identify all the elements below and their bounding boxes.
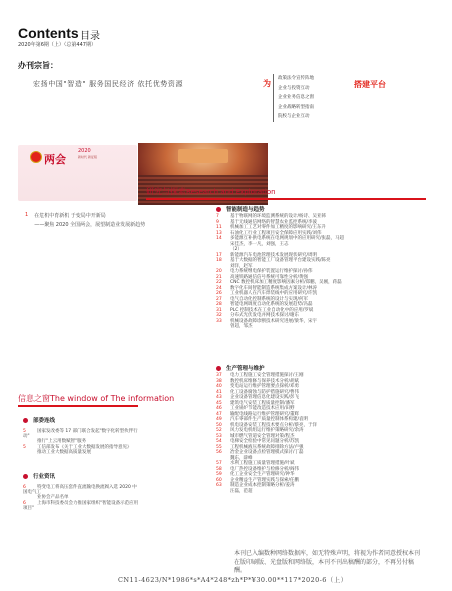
section-header — [23, 416, 141, 424]
page-number: 59 — [216, 472, 222, 477]
toc-entry[interactable] — [216, 258, 430, 269]
entry-title: 基于物联网的环境监测系统的设计/杨诗、吴亚韩 — [230, 214, 327, 219]
motto-list-item: 企业战略转型指南 — [278, 104, 314, 110]
national-emblem-icon — [30, 151, 42, 163]
entry-title: 分布式光伏发电并网技术探讨/谢东 — [230, 313, 300, 318]
page-number: 17 — [216, 252, 222, 258]
page-number: 40 — [216, 384, 222, 389]
toc-entry[interactable]: 5 国家发改委等 17 部门联合发起"数字化转型伙伴行动" 推行"上云用数赋智"服务 — [23, 429, 138, 445]
motto-list-item: 企业业务信息之窗 — [278, 95, 314, 100]
entry-title: 石油化工行业工程项目安全保障应用实践/刘伟 — [230, 230, 322, 236]
entry-title: 机电设备安装工程技术要点分析/蔡亮，于洋 — [230, 422, 318, 428]
motto-label: 办刊宗旨： — [18, 61, 58, 70]
section-header — [216, 205, 430, 213]
page-number: 37 — [216, 373, 222, 378]
entry-title: 工程机械液压系统故障排除方法/卢强 — [230, 444, 304, 450]
entry-title: 化工企业安全生产管理研究/钟华 — [230, 472, 295, 477]
entry-title: 企业精益生产管理实践与探索/任鹏 — [230, 477, 300, 483]
page-number: 41 — [216, 389, 222, 395]
entry-title: 城市燃气管道安全管理对策/程杰 — [230, 433, 295, 439]
entry-title: 基于无线通信网络的智慧农业监控系统/李波 — [230, 219, 318, 225]
page-number: 55 — [216, 444, 222, 450]
section-header — [216, 364, 430, 372]
entry-title: 数控机床维修与保养技术分析/胡斌 — [230, 378, 300, 384]
entry-title: 多能源互补供电系统在电网规划中的应用研究/张磊，马超 — [230, 236, 345, 241]
page-number: 20 — [216, 269, 222, 274]
hall-stage — [178, 149, 228, 163]
entry-title: 建筑电气安装工程质量控制/潘军 — [230, 400, 295, 406]
hero-caption-line1: 在危机中育新机 于变局中开新局 — [34, 213, 106, 219]
entry-title: 基于大数据的智能工厂设备管理平台建设实践/陈亮 — [230, 258, 331, 263]
entry-title: PLC 控制技术在工业自动化中的应用/罗斌 — [230, 307, 314, 313]
page-number: 49 — [216, 417, 222, 422]
page-number: 46 — [216, 406, 222, 411]
left-sections — [23, 416, 141, 520]
page-number: 22 — [216, 280, 222, 285]
hero-caption[interactable] — [25, 212, 145, 228]
entry-title: CNC 数控机床加工精度影响因素分析/郑鹏，吴刚，蒋磊 — [230, 280, 342, 285]
page-number: 52 — [216, 428, 222, 433]
two-sessions-banner — [18, 145, 137, 201]
page-number: 60 — [216, 477, 222, 483]
window-header — [18, 393, 174, 404]
entry-title: 电力系统继电保护装置运行维护探讨/孙伟 — [230, 269, 313, 274]
page-number: 31 — [216, 307, 222, 313]
entry-title: 智能电网调度自动化系统的发展趋势/冯磊 — [230, 302, 313, 307]
motto-main: 宏扬中国"智造" 服务国民经济 依托优势资源 — [33, 80, 184, 88]
page-number: 7 — [216, 214, 219, 219]
research-title-cn: 研究与探索 — [146, 187, 186, 196]
page-number: 27 — [216, 296, 222, 302]
section-title: 部委连线 — [33, 418, 56, 424]
contents-title-cn: 目录 — [80, 31, 100, 42]
banner-logo: 两会 — [44, 153, 66, 166]
entry-title: 风力发电机组运行维护策略研究/余涛 — [230, 428, 304, 433]
page-number: 38 — [216, 378, 222, 384]
page-number: 24 — [216, 285, 222, 291]
toc-entry[interactable]: 6 上海市科技委员会力推国家组织"智能设备示范应用项目" — [23, 501, 139, 512]
toc-entry[interactable] — [216, 319, 430, 330]
entry-title: 机械设备故障诊断技术研究进展/梁华，宋宇 — [230, 318, 318, 324]
entry-title: 新能源汽车电池管理技术发展现状研究/周明 — [230, 252, 318, 258]
banner-year: 2020 — [78, 148, 91, 154]
motto-list-item: 院校与企业互动 — [278, 114, 310, 119]
right-section-2 — [216, 364, 430, 494]
entry-title: 企业设备管理信息化建设实践/彭飞 — [230, 395, 300, 400]
entry-title: 刘洋，赵军 — [230, 263, 253, 269]
page-number: 57 — [216, 461, 222, 466]
page-number: 9 — [216, 219, 219, 225]
toc-entry[interactable] — [216, 450, 430, 461]
entry-title: 魏东，薛峰 — [230, 455, 253, 461]
page-number: 21 — [216, 274, 222, 280]
page-number: 63 — [216, 483, 222, 488]
entry-title: 化工设备腐蚀与防护措施研究/曹伟 — [230, 389, 300, 395]
page-number: 11 — [216, 225, 222, 230]
bullet-icon — [23, 418, 28, 423]
page-number: 54 — [216, 439, 222, 444]
page-number: 45 — [216, 400, 222, 406]
toc-entry[interactable]: 6 特变电工将高压套件直流输电换流阀入选 2020 中国电气工 业协会产品名单 — [23, 485, 137, 501]
entry-title: 汽车零部件生产质量控制体系构建/袁明 — [230, 417, 309, 422]
entry-title: 电力工程施工安全管理措施探讨/王刚 — [230, 373, 304, 378]
page-number: 13 — [216, 230, 222, 236]
motto-list-item: 企业与投资互动 — [278, 85, 310, 91]
page-number: 43 — [216, 395, 222, 400]
page-number: 26 — [216, 291, 222, 296]
motto-list — [273, 74, 314, 122]
entry-title: 宋佳杰，李一凡，刘强，王志 — [230, 241, 289, 247]
entry-title: 工业锅炉节能改造技术应用/田野 — [230, 406, 295, 411]
banner-subtitle: 新时代 新征程 — [78, 155, 97, 159]
motto-wei: 为 — [263, 79, 271, 88]
window-title-en: The window of The information — [50, 394, 175, 403]
page-number: 32 — [216, 313, 222, 318]
page-number: 18 — [216, 258, 222, 263]
bullet-icon — [216, 207, 221, 212]
page-number: 14 — [216, 236, 222, 241]
section-header — [23, 472, 141, 480]
hero-caption-line2: ——聚焦 2020 全国两会，展望制造业发展新趋势 — [34, 222, 146, 228]
bullet-icon — [23, 474, 28, 479]
entry-title: 高速铁路通信信号系统可靠性分析/黄强 — [230, 274, 309, 280]
research-title-en: Research and Exploration — [186, 188, 276, 196]
page-number: 58 — [216, 466, 222, 472]
window-underline — [18, 405, 138, 407]
entry-title: 制造企业成本控制策略分析/姜涛 — [230, 483, 295, 488]
motto-list-item: 政策法令宣传阵地 — [278, 76, 314, 81]
issue-info: 2020年第6期（上）（总第447期） — [18, 42, 96, 48]
toc-entry[interactable]: 5 工信部发布《关于工业大数据发展的指导意见》 推动工业大数据高质量发展 — [23, 445, 132, 456]
entry-title: 输配电线路运行维护管理研究/董辉 — [230, 411, 300, 417]
research-header — [146, 186, 276, 197]
page-number: 33 — [216, 318, 222, 324]
entry-title: 水利工程施工质量管理措施/叶斌 — [230, 461, 295, 466]
entry-title: 机械加工工艺对零件加工精度的影响研究/王东升 — [230, 225, 327, 230]
entry-title: 电梯安全检验中常见问题分析/苏凯 — [230, 439, 300, 444]
entry-title: 冶金企业设备点检管理模式探讨/丁磊 — [230, 450, 304, 455]
right-section-1 — [216, 205, 430, 330]
entry-title: （2） — [230, 247, 242, 252]
bullet-icon — [216, 366, 221, 371]
page-number: 28 — [216, 302, 222, 307]
entry-title: 数字化车间智能制造系统集成方案设计/林涛 — [230, 285, 318, 291]
motto-end: 搭建平台 — [354, 80, 386, 89]
section-title: 智能制造与趋势 — [226, 207, 265, 213]
section-title: 行业资讯 — [33, 474, 56, 480]
entry-title: 变电站运行维护管理要点探析/邓勇 — [230, 384, 300, 389]
page-number: 56 — [216, 450, 222, 455]
research-underline — [146, 198, 426, 200]
entry-title: 汪磊，范超 — [230, 488, 253, 494]
page-number: 47 — [216, 411, 222, 417]
toc-entry[interactable] — [216, 483, 430, 494]
entry-title: 电气自动化控制系统的设计与实现/何军 — [230, 296, 309, 302]
contents-title: Contents — [18, 25, 79, 41]
page-number: 53 — [216, 433, 222, 439]
footer-code: CN11-4623/N*1986*s*A4*248*zh*P*¥30.00**117*2020-6（上） — [118, 576, 348, 584]
toc-entry[interactable] — [216, 236, 430, 253]
entry-title: 工业机器人在汽车焊装线中的应用研究/许凯 — [230, 291, 318, 296]
section-title: 生产管理与维护 — [226, 366, 265, 372]
entry-title: 曾超，邹杰 — [230, 324, 253, 329]
hero-caption-page: 1 — [25, 212, 29, 218]
copyright-note: 本刊已入编数种网络数据库，如无特殊声明，将视为作者同意授权本刊在版印刷版、光盘版和网络版，本刊不刊出稿酬的部分，不再另付稿酬。 — [234, 550, 421, 574]
page-number: 50 — [216, 422, 222, 428]
entry-title: 电厂热控设备维护与检修分析/阎伟 — [230, 466, 300, 472]
window-title-cn: 信息之窗 — [18, 394, 50, 403]
